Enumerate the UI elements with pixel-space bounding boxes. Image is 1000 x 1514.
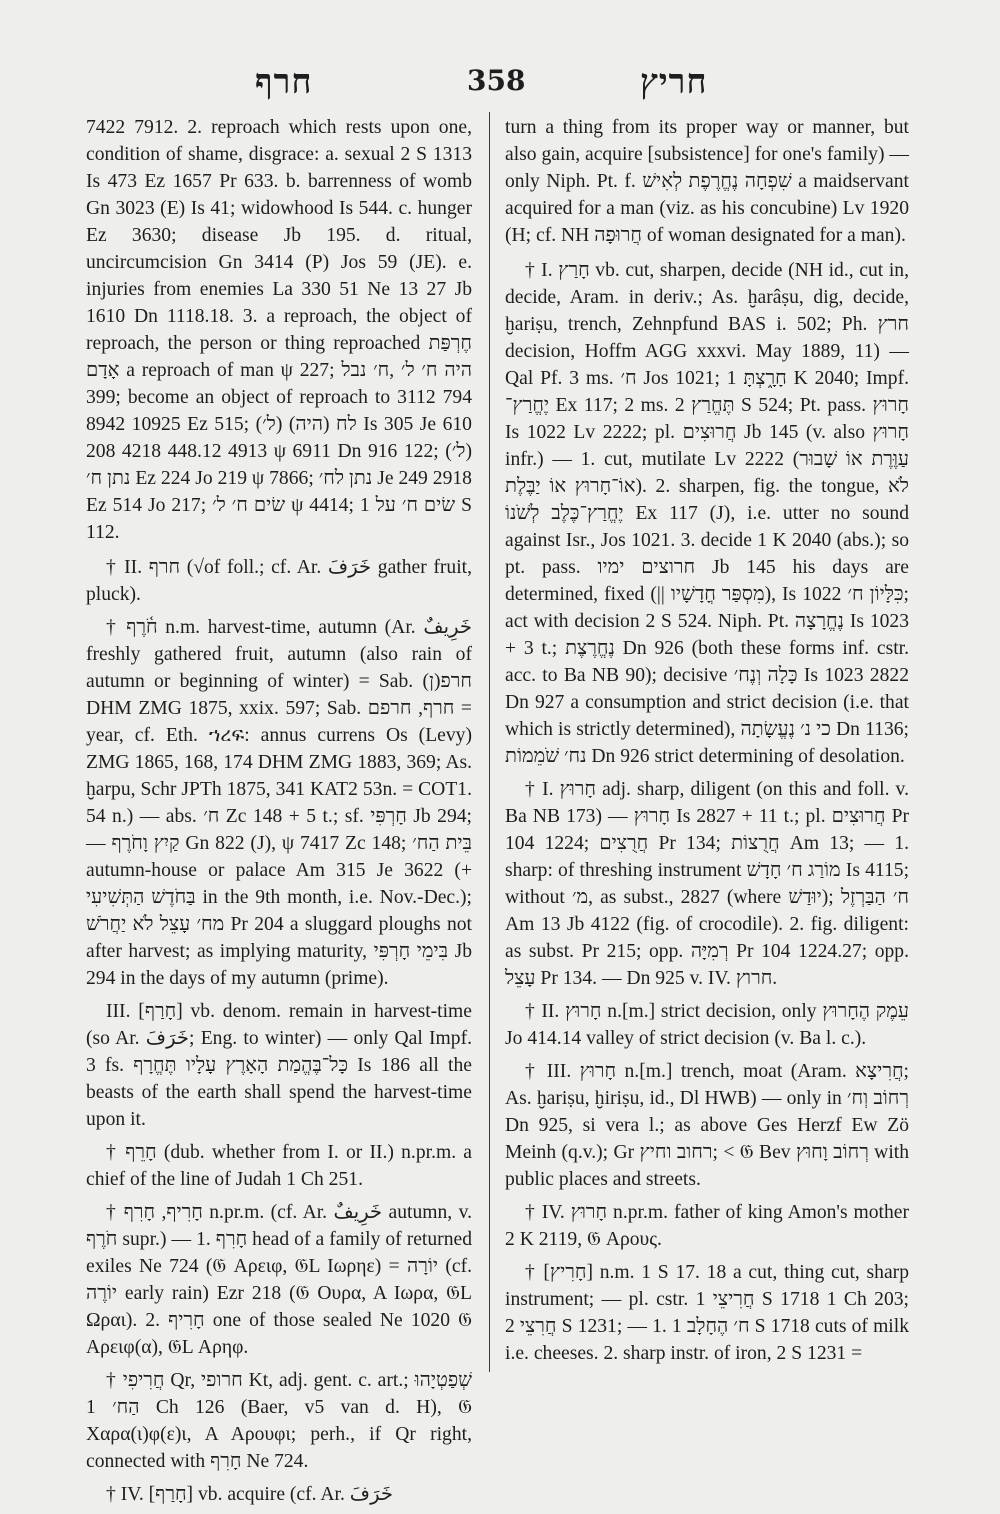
running-head-left: חרף <box>255 62 313 102</box>
left-column <box>86 114 472 1514</box>
entry-paragraph: † I. חָרַץ vb. cut, sharpen, decide (NH id., cut in, decide, Aram. in deriv.; As. ḫarâṣu, dig, decide, ḫariṣu, trench, Zehnpfund BAS i. 502; Ph. חרץ decision, Hoffm AGG xxxvi. May 1889, 11) — Qal Pf. 3 ms. ח׳ Jos 1021; חָרָ֑צְתָּ 1 K 2040; Impf. יֶחֱרַץ־ Ex 117; 2 ms. תֶּחֱרַץ 2 S 524; Pt. pass. חָרוּץ Is 1022 Lv 2222; pl. חֲרוּצִים Jb 145 (v. also חָרוּץ infr.) — 1. cut, mutilate Lv 2222 (עַוֶּרֶת אוֹ שָׁבוּר אוֹ־חָרוּץ אוֹ יַבֶּלֶת). 2. sharpen, fig. the tongue, לֹא יֶחֱרַץ־כֶּלֶב לְשֹׁנוֹ Ex 117 (J), i.e. utter no sound against Isr., Jos 1021. 3. decide 1 K 2040 (abs.); so pt. pass. חרוצים ימיו Jb 145 his days are determined, fixed (|| מִסְפַּר חֳדָשָׁיו), Is 1022 כִּלָּיוֹן ח׳; act with decision 2 S 524. Niph. Pt. נֶחֱרָצָה Is 1023 + 3 t.; נֶחֱרֶצֶת Dn 926 (both these forms inf. cstr. acc. to Ba NB 90); decisive כָּלָה וְנֶח׳ Is 1023 2822 Dn 927 a consumption and strict decision (i.e. that which is strictly determined), כי נ׳ נֶעֱשָׂתָה Dn 1136; נח׳ שֹׁמֵמוֹת Dn 926 strict determining of desolation. <box>505 260 910 767</box>
column-divider <box>489 112 490 1372</box>
entry-paragraph: † [חָרִיץ] n.m. 1 S 17. 18 a cut, thing cut, sharp instrument; — pl. cstr. חֲרִיצֵי 1 S 1718 1 Ch 203; חֲרִצֵי 2 S 1231; — 1. ח׳ הֶחָלָב 1 S 1718 cuts of milk i.e. cheeses. 2. sharp instr. of iron, 2 S 1231 = <box>505 1262 909 1364</box>
entry-paragraph: † II. חָרוּץ n.[m.] strict decision, only עֵמֶק הֶחָרוּץ Jo 414.14 valley of strict decision (v. Ba l. c.). <box>505 1001 909 1049</box>
entry-paragraph: † IV. [חָרַף] vb. acquire (cf. Ar. خَرَفَ <box>106 1484 394 1505</box>
page-number: 358 <box>467 64 526 97</box>
entry-paragraph: † חֲרִיפִי Qr, חרופי Kt, adj. gent. c. art.; שְׁפַטְיָהוּ הַח׳ 1 Ch 126 (Baer, v5 van d. H), 𝔊 Χαρα(ι)φ(ε)ι, Α Αρουφι; perh., if Qr right, connected with חָרִף Ne 724. <box>86 1370 473 1472</box>
entry-paragraph: † IV. חָרוּץ n.pr.m. father of king Amon's mother 2 K 2119, 𝔊 Αρους. <box>505 1202 909 1250</box>
running-head-right: חריץ <box>640 62 708 102</box>
entry-paragraph: † II. חרף (√of foll.; cf. Ar. خَرَفَ gather fruit, pluck). <box>86 557 472 605</box>
right-column <box>505 114 909 1373</box>
entry-paragraph: † חָרִיף, חָרִף n.pr.m. (cf. Ar. خَرِيفٌ autumn, v. חֹרֶף supr.) — 1. חָרִף head of a family of returned exiles Ne 724 (𝔊 Αρειφ, 𝔊L Ιωρηε) = יוֹרָה (cf. יוֹרֶה early rain) Ezr 218 (𝔊 Ουρα, Α Ιωρα, 𝔊L Ωραι). 2. חָרִיף one of those sealed Ne 1020 𝔊 Αρειφ(α), 𝔊L Αρηφ. <box>86 1202 473 1358</box>
entry-paragraph: † I. חָרוּץ adj. sharp, diligent (on this and foll. v. Ba NB 173) — חָרוּץ Is 2827 + 11 t.; pl. חֲרוּצִים Pr 104 1224; חֲרֻצִים Pr 134; חֲרֻצוֹת Am 13; — 1. sharp: of threshing instrument מוֹרַג ח׳ חָדָשׁ Is 4115; without מ׳, as subst., 2827 (where יוּדַשׁ); ח׳ הַבַּרְזֶל Am 13 Jb 4122 (fig. of crocodile). 2. fig. diligent: as subst. Pr 215; opp. רְמִיָּה Pr 104 1224.27; opp. עָצֵל Pr 134. — Dn 925 v. IV. חרוץ. <box>505 779 910 989</box>
entry-paragraph: 7422 7912. 2. reproach which rests upon one, condition of shame, disgrace: a. sexual 2 S 1313 Is 473 Ez 1657 Pr 633. b. barrenness of womb Gn 3023 (E) Is 41; widowhood Is 544. c. hunger Ez 3630; disease Jb 195. d. ritual, uncircumcision Gn 3414 (P) Jos 59 (JE). e. injuries from enemies La 330 51 Ne 13 27 Jb 1610 Dn 1118.18. 3. a reproach, the object of reproach, the person or thing reproached חֶרְפַּת אָדָם a reproach of man ψ 227; היה ח׳ ל׳ ,ח׳ נבל 399; become an object of reproach to 3112 794 8942 10925 Ez 515; (ל׳) (היה) לח Is 305 Je 610 208 4218 448.12 4913 ψ 6911 Dn 916 122; (ל׳) נתן ח׳ Ez 224 Jo 219 ψ 7866; נתן לח׳ Je 249 2918 Ez 514 Jo 217; שׂים ח׳ ל׳ ψ 4414; שׂים ח׳ על 1 S 112. <box>86 117 473 543</box>
entry-paragraph: turn a thing from its proper way or manner, but also gain, acquire [subsistence] for one's family) — only Niph. Pt. f. שִׁפְחָה נֶחֱרֶפֶת לְאִישׁ a maidservant acquired for a man (viz. as his concubine) Lv 1920 (H; cf. NH חֲרוּפָה of woman designated for a man). <box>505 117 909 246</box>
entry-paragraph: † חֹ֫רֶף n.m. harvest-time, autumn (Ar. خَرِيفٌ freshly gathered fruit, autumn (also rain of autumn or beginning of winter) = Sab. (ן)חרפ DHM ZMG 1875, xxix. 597; Sab. חרף, חרפם = year, cf. Eth. ኀረፍ: annus currens Os (Levy) ZMG 1865, 168, 174 DHM ZMG 1883, 369; As. ḫarpu, Schr JPTh 1875, 341 KAT2 53n. = COT1. 54 n.) — abs. ח׳ Zc 148 + 5 t.; sf. חָרְפִּי Jb 294; — קַיִץ וָחֹרֶף Gn 822 (J), ψ 7417 Zc 148; בֵּית הַח׳ autumn-house or palace Am 315 Je 3622 (+ בַּחֹדֶשׁ הַתְּשִׁיעִי in the 9th month, i.e. Nov.-Dec.); מח׳ עָצֵל לֹא יַחֲרֹשׁ Pr 204 a sluggard ploughs not after harvest; as implying maturity, בִּימֵי חָרְפִּי Jb 294 in the days of my autumn (prime). <box>86 617 472 989</box>
entry-paragraph: † III. חָרוּץ n.[m.] trench, moat (Aram. חֲרִיצָא; As. ḫariṣu, ḫiriṣu, id., Dl HWB) — only in רְחוֹב וְח׳ Dn 925, si vera l.; as above Ges Herzf Ew Zö Meinh (q.v.); Gr רחוב וחיץ; < 𝔊 Bev רְחוֹב וָחוּץ with public places and streets. <box>505 1061 910 1190</box>
entry-paragraph: III. [חָרַף] vb. denom. remain in harvest-time (so Ar. خَرَفَ; Eng. to winter) — only Qal Impf. 3 fs. כָּל־בֶּהֱמַת הָאָרֶץ עָלָיו תֶּחֱרָף Is 186 all the beasts of the earth shall spend the harvest-time upon it. <box>86 1001 472 1130</box>
entry-paragraph: † חָרֵף (dub. whether from I. or II.) n.pr.m. a chief of the line of Judah 1 Ch 251. <box>86 1142 472 1190</box>
